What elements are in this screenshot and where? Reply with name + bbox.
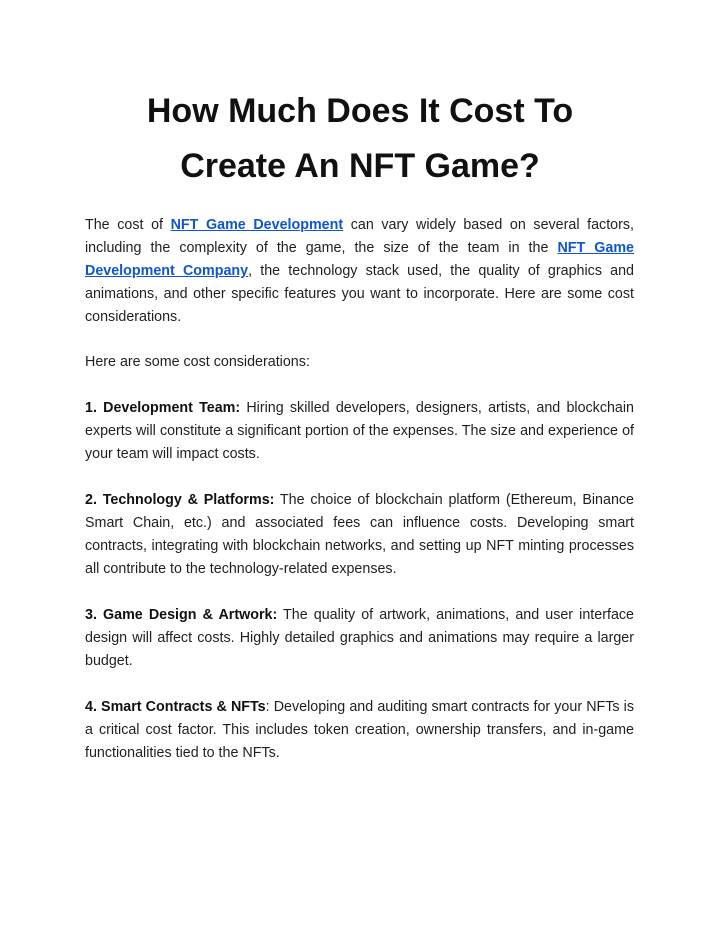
item-text: : Developing and auditing smart contracts for your NFTs is a critical cost factor. This includes token creation, ownership transfers, and in-game functionalities tied to the NFTs. (85, 699, 634, 761)
cost-item-technology-platforms (85, 489, 634, 581)
article-body (85, 214, 634, 788)
title-line-1: How Much Does It Cost To (146, 92, 574, 130)
lead-paragraph: Here are some cost considerations: (85, 354, 310, 370)
title-line-2: Create An NFT Game? (180, 147, 540, 185)
item-heading: 4. Smart Contracts & NFTs (85, 699, 266, 715)
item-heading: 3. Game Design & Artwork: (85, 607, 278, 623)
nft-game-development-company-link[interactable]: NFT Game Development Company (85, 240, 634, 279)
item-heading: 1. Development Team: (85, 400, 241, 416)
cost-item-smart-contracts-nfts (85, 696, 634, 765)
item-text: The quality of artwork, animations, and user interface design will affect costs. Highly detailed graphics and animations may require a larger budget. (85, 607, 634, 669)
page-title (60, 84, 660, 194)
item-text: The choice of blockchain platform (Ethereum, Binance Smart Chain, etc.) and associated fees can influence costs. Developing smart contracts, integrating with blockchain networks, and setting up NFT minting processes all contribute to the technology-related expenses. (85, 492, 635, 577)
intro-text-1: The cost of (85, 217, 171, 233)
intro-text-2: can vary widely based on several factors, including the complexity of the game, the size of the team in the (85, 217, 635, 256)
cost-item-game-design-artwork (85, 604, 634, 673)
nft-game-development-link[interactable]: NFT Game Development (170, 217, 344, 233)
item-text: Hiring skilled developers, designers, artists, and blockchain experts will constitute a significant portion of the expenses. The size and experience of your team will impact costs. (85, 400, 634, 462)
item-heading: 2. Technology & Platforms: (85, 492, 275, 508)
intro-text-3: , the technology stack used, the quality of graphics and animations, and other specific features you want to incorporate. Here are some cost considerations. (85, 263, 634, 325)
cost-item-development-team (85, 397, 634, 466)
intro-paragraph (85, 214, 634, 329)
